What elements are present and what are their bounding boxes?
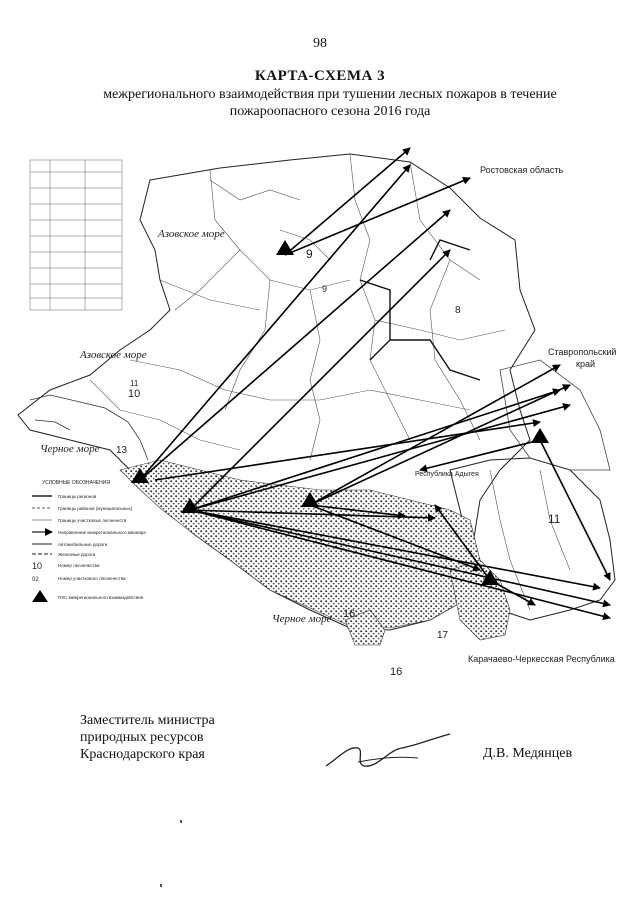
- signatory-name: Д.В. Медянцев: [483, 746, 573, 761]
- legend-item: Номер лесничества: [58, 563, 100, 568]
- arrow-q: [540, 440, 610, 580]
- triangle-marker: [276, 240, 294, 255]
- sea-label-black-bottom: Черное море: [272, 613, 332, 625]
- zone-number: 8: [455, 305, 461, 316]
- subtitle-line-2: пожароопасного сезона 2016 года: [229, 104, 431, 119]
- signatory-line-2: природных ресурсов: [80, 730, 204, 745]
- legend-sample-number: 02: [32, 577, 39, 583]
- scan-mark: [160, 884, 162, 887]
- triangle-marker: [531, 428, 549, 443]
- arrow-c: [140, 165, 410, 480]
- interregional-map: [10, 140, 630, 700]
- region-borders: [360, 240, 480, 380]
- legend-item: Границы участковых лесничеств: [58, 518, 127, 523]
- region-label-stavropol-2: край: [576, 359, 595, 369]
- region-label-stavropol-1: Ставропольский: [548, 347, 617, 357]
- arrow-p: [420, 440, 540, 470]
- zone-number: 13: [116, 445, 128, 456]
- legend-item: Границы районов (муниципальных): [58, 506, 133, 511]
- signatory-line-3: Краснодарского края: [80, 747, 205, 762]
- arrow-e: [190, 250, 450, 510]
- legend-item: Номер участкового лесничества: [58, 576, 126, 581]
- legend-triangle-icon: [32, 590, 48, 602]
- page-title: КАРТА-СХЕМА 3: [254, 68, 386, 84]
- map-table-inset: [30, 160, 122, 310]
- forest-area-kchr: [450, 560, 510, 640]
- arrow-m: [310, 385, 570, 505]
- legend-item: ПХС межрегионального взаимодействия: [58, 595, 144, 600]
- zone-number: 11: [130, 379, 139, 388]
- sea-label-azov-top: Азовское море: [158, 228, 225, 240]
- zone-number: 11: [548, 512, 561, 526]
- page-number: 98: [313, 36, 327, 51]
- legend-item: Автомобильные дороги: [58, 542, 108, 547]
- region-label-rostov: Ростовская область: [480, 165, 564, 175]
- legend-item: Железные дороги: [58, 552, 96, 557]
- subtitle-line-1: межрегионального взаимодействия при тушении лесных пожаров в течение: [103, 87, 557, 102]
- zone-number: 16: [343, 608, 356, 620]
- legend-heading: УСЛОВНЫЕ ОБОЗНАЧЕНИЯ: [42, 480, 110, 486]
- region-label-adygea: Республика Адыгея: [415, 471, 479, 478]
- handwritten-signature: [318, 728, 458, 778]
- region-label-kchr: Карачаево-Черкесская Республика: [468, 654, 615, 664]
- legend-sample-number: 10: [32, 561, 43, 571]
- arrow-t: [155, 422, 540, 480]
- zone-number: 9: [322, 284, 328, 294]
- zone-number: 16: [390, 666, 403, 678]
- legend-item: Направление межрегионального маневра: [58, 530, 146, 535]
- zone-number: 9: [306, 247, 313, 261]
- zone-number: 17: [437, 630, 449, 641]
- sea-label-black-left: Черное море: [40, 443, 100, 455]
- signatory-line-1: Заместитель министра: [80, 713, 215, 728]
- zone-number: 10: [128, 388, 141, 400]
- signatory-title: [80, 712, 215, 763]
- arrow-l: [310, 365, 560, 505]
- sea-label-azov-left: Азовское море: [80, 349, 147, 361]
- legend-item: Границы регионов: [58, 494, 97, 499]
- map-legend: [32, 480, 146, 602]
- page-subtitle: [60, 86, 600, 120]
- forest-area: [120, 460, 480, 628]
- scan-mark: [180, 820, 182, 823]
